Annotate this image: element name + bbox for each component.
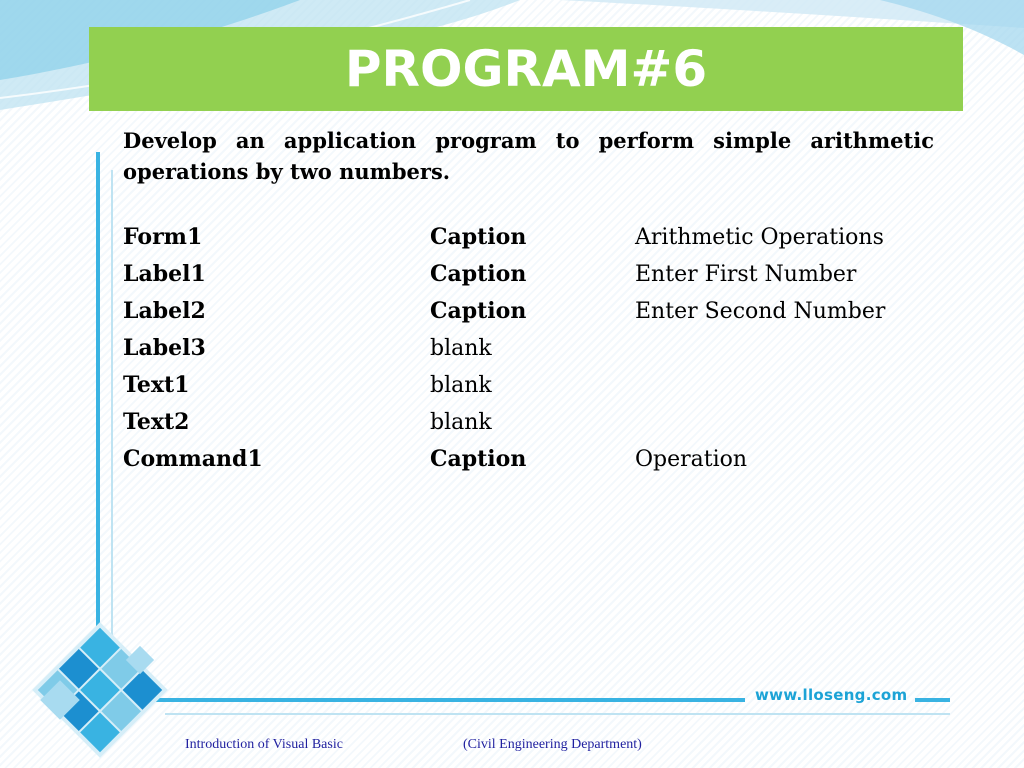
website-url: www.lloseng.com: [755, 686, 908, 704]
property-value: Enter First Number: [635, 262, 857, 287]
control-name: Command1: [123, 446, 263, 472]
property-row: [123, 293, 934, 330]
control-name: Label1: [123, 261, 206, 287]
property-row: [123, 330, 934, 367]
property-name: blank: [430, 336, 492, 361]
property-name: Caption: [430, 261, 527, 287]
property-row: [123, 367, 934, 404]
slide-title: PROGRAM#6: [344, 40, 708, 98]
property-row: [123, 256, 934, 293]
intro-paragraph: Develop an application program to perform simple arithmetic operations by two numbers.: [123, 128, 934, 184]
property-name: blank: [430, 410, 492, 435]
control-name: Label3: [123, 335, 206, 361]
property-value: Enter Second Number: [635, 299, 886, 324]
property-row: [123, 404, 934, 441]
property-name: Caption: [430, 224, 527, 250]
property-row: [123, 219, 934, 256]
property-table: [123, 219, 934, 478]
control-name: Text1: [123, 372, 190, 398]
control-name: Text2: [123, 409, 190, 435]
footer-course: Introduction of Visual Basic: [185, 737, 343, 752]
property-value: Operation: [635, 447, 748, 472]
property-row: [123, 441, 934, 478]
title-bar: [89, 27, 963, 111]
control-name: Form1: [123, 224, 203, 250]
property-name: blank: [430, 373, 492, 398]
property-value: Arithmetic Operations: [635, 225, 884, 250]
property-name: Caption: [430, 446, 527, 472]
control-name: Label2: [123, 298, 206, 324]
property-name: Caption: [430, 298, 527, 324]
footer-department: (Civil Engineering Department): [463, 737, 642, 752]
slide-content: [123, 125, 934, 478]
